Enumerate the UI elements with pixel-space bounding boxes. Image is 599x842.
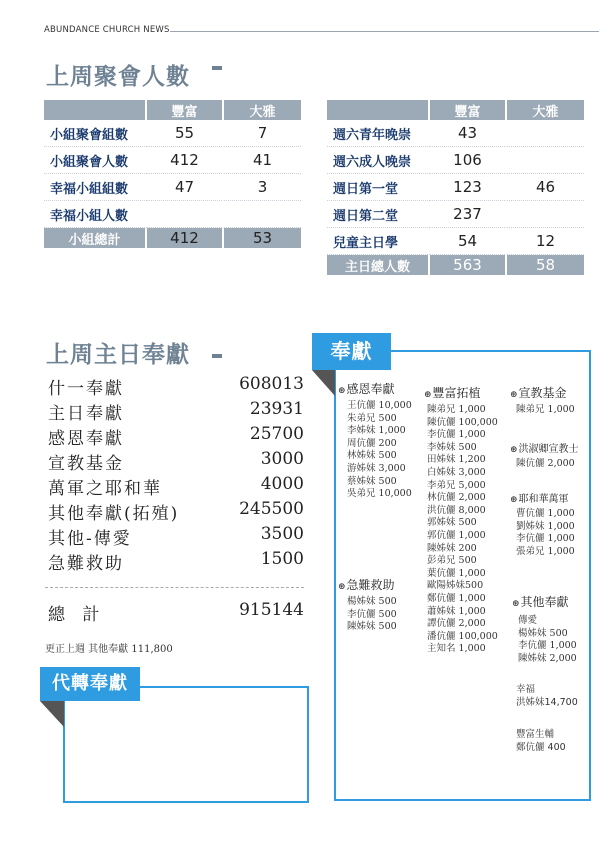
list-item: 李姊妹 500 xyxy=(427,441,477,453)
column-header: 豐富 xyxy=(147,100,224,120)
cell-value: 3 xyxy=(224,174,301,201)
offering-amount: 3000 xyxy=(260,449,304,469)
group-title-text: 洪淑卿宣教士 xyxy=(518,444,579,455)
offerings-title: 上周主日奉獻 xyxy=(46,342,190,368)
bullet-icon: ⊛ xyxy=(510,390,518,400)
list-item: 李伉儷 1,000 xyxy=(427,429,486,441)
list-item: 洪伉儷 8,000 xyxy=(427,504,486,516)
list-item: 陳姊妹 200 xyxy=(427,542,477,554)
list-item: 蕭姊妹 1,000 xyxy=(427,605,486,617)
group-title-text: 耶和華萬軍 xyxy=(518,494,569,505)
offering-name: 急難救助 xyxy=(48,554,124,574)
correction-note: 更正上週 其他奉獻 111,800 xyxy=(45,644,173,655)
total-row xyxy=(44,228,301,248)
list-item: 張弟兄 1,000 xyxy=(516,545,575,557)
offering-amount: 4000 xyxy=(260,474,304,494)
list-item: 譚伉儷 2,000 xyxy=(427,618,486,630)
list-item: 歐陽姊妹500 xyxy=(427,580,484,592)
list-item: 周伉儷 200 xyxy=(347,437,397,449)
offering-amount: 1500 xyxy=(260,549,304,569)
header-corner xyxy=(44,100,147,120)
offering-name: 萬軍之耶和華 xyxy=(48,479,162,499)
total-separator xyxy=(45,587,304,588)
group-title xyxy=(510,384,575,401)
list-item: 楊姊妹 500 xyxy=(518,627,568,639)
group-title-text: 急難救助 xyxy=(346,578,395,592)
list-item: 洪姊妹14,700 xyxy=(516,696,578,708)
expansion-group xyxy=(424,384,498,656)
total-label: 主日總人數 xyxy=(327,255,430,275)
list-item: 李伉儷 1,000 xyxy=(516,533,575,545)
abundant-group xyxy=(516,729,566,754)
list-item: 彭弟兄 500 xyxy=(427,555,477,567)
column-header: 豐富 xyxy=(430,100,507,120)
bullet-icon: ⊛ xyxy=(512,599,520,609)
list-item: 陳伉儷 2,000 xyxy=(516,458,575,469)
offering-row xyxy=(48,374,304,399)
list-item: 豐富生輔 xyxy=(516,729,555,740)
group-attendance-table xyxy=(44,100,301,248)
cell-value xyxy=(147,201,224,228)
total-label: 總 計 xyxy=(48,605,106,625)
row-label: 幸福小組人數 xyxy=(44,201,147,228)
group-title xyxy=(510,490,575,505)
cell-value xyxy=(224,201,301,228)
list-item: 鄭伉儷 400 xyxy=(516,741,566,753)
offering-name: 其他奉獻(拓殖) xyxy=(48,504,180,524)
list-item: 林姊妹 500 xyxy=(347,450,397,462)
group-title-text: 宣教基金 xyxy=(518,386,567,400)
table-row xyxy=(44,147,301,174)
offering-name: 感恩奉獻 xyxy=(48,429,124,449)
cell-value xyxy=(507,201,584,228)
cell-value: 46 xyxy=(507,174,584,201)
group-title xyxy=(424,384,498,401)
table-row xyxy=(44,201,301,228)
table-row xyxy=(327,147,584,174)
list-item: 林伉儷 2,000 xyxy=(427,492,486,504)
group-title xyxy=(510,440,579,455)
row-label: 週六成人晚崇 xyxy=(327,147,430,174)
header-rule xyxy=(170,31,599,32)
cell-value: 54 xyxy=(430,228,507,255)
other-offering-group xyxy=(512,593,577,665)
offering-name: 什一奉獻 xyxy=(48,379,124,399)
cell-value: 41 xyxy=(224,147,301,174)
mission-fund-group xyxy=(510,384,575,417)
cell-value: 47 xyxy=(147,174,224,201)
list-item: 陳姊妹 2,000 xyxy=(518,652,577,664)
cell-value xyxy=(507,120,584,147)
group-title-text: 感恩奉獻 xyxy=(346,382,395,396)
list-item: 李弟兄 5,000 xyxy=(427,479,486,491)
list-item: 田姊妹 1,200 xyxy=(427,454,486,466)
column-header: 大雅 xyxy=(224,100,301,120)
sunday-attendance-table xyxy=(327,100,584,275)
list-item: 劉姊妹 1,000 xyxy=(516,520,575,532)
tab-fold xyxy=(40,701,64,727)
list-item: 主知名 1,000 xyxy=(427,643,486,655)
table-row xyxy=(327,228,584,255)
cell-value: 412 xyxy=(147,147,224,174)
row-label: 小組聚會組數 xyxy=(44,120,147,147)
offering-amount: 608013 xyxy=(239,374,304,394)
list-item: 朱弟兄 500 xyxy=(347,412,397,424)
list-item: 陳姊妹 500 xyxy=(347,621,397,633)
cell-value: 12 xyxy=(507,228,584,255)
table-row xyxy=(327,201,584,228)
list-item: 潘伉儷 100,000 xyxy=(427,630,498,642)
offering-row xyxy=(48,424,304,449)
tab-fold xyxy=(312,370,335,396)
list-item: 陳弟兄 1,000 xyxy=(427,404,486,415)
offering-name: 其他-傳愛 xyxy=(48,529,132,549)
list-item: 王伉儷 10,000 xyxy=(347,400,412,411)
cell-value: 123 xyxy=(430,174,507,201)
cell-value xyxy=(507,147,584,174)
offering-row xyxy=(48,474,304,499)
emergency-group xyxy=(338,576,397,634)
list-item: 葉伉儷 1,000 xyxy=(427,567,486,579)
total-row xyxy=(327,255,584,275)
row-label: 兒童主日學 xyxy=(327,228,430,255)
list-item: 陳伉儷 100,000 xyxy=(427,416,498,428)
offering-row xyxy=(48,499,304,524)
table-header-row xyxy=(327,100,584,120)
total-value: 412 xyxy=(147,228,224,248)
bullet-icon: ⊛ xyxy=(510,445,518,455)
cell-value: 55 xyxy=(147,120,224,147)
bullet-icon: ⊛ xyxy=(510,495,518,505)
list-item: 郭伉儷 1,000 xyxy=(427,529,486,541)
thanks-offering-group xyxy=(338,380,412,501)
missionary-group xyxy=(510,440,579,471)
list-item: 鄭伉儷 1,000 xyxy=(427,592,486,604)
offering-amount: 245500 xyxy=(239,499,304,519)
offering-name: 宣教基金 xyxy=(48,454,124,474)
happiness-group xyxy=(516,684,578,709)
table-row xyxy=(327,174,584,201)
offering-detail-title: 奉獻 xyxy=(312,333,391,370)
list-item: 白姊妹 3,000 xyxy=(427,466,486,478)
title-marker xyxy=(212,66,222,70)
offering-amount: 25700 xyxy=(249,424,304,444)
title-marker xyxy=(212,354,222,358)
table-row xyxy=(44,120,301,147)
row-label: 小組聚會人數 xyxy=(44,147,147,174)
transfer-box xyxy=(63,686,309,803)
list-item: 幸福 xyxy=(516,684,536,695)
total-value: 563 xyxy=(430,255,507,275)
list-item: 游姊妹 3,000 xyxy=(347,462,406,474)
cell-value: 106 xyxy=(430,147,507,174)
list-item: 陳弟兄 1,000 xyxy=(516,404,575,415)
offering-name: 主日奉獻 xyxy=(48,404,124,424)
total-label: 小組總計 xyxy=(44,228,147,248)
list-item: 李伉儷 500 xyxy=(347,608,397,620)
list-item: 吳弟兄 10,000 xyxy=(347,488,412,500)
offering-total-row xyxy=(48,600,304,625)
cell-value: 237 xyxy=(430,201,507,228)
list-item: 曹伉儷 1,000 xyxy=(516,508,575,519)
group-title xyxy=(338,576,397,593)
bullet-icon: ⊛ xyxy=(338,386,346,396)
total-amount: 915144 xyxy=(239,600,304,620)
transfer-title: 代轉奉獻 xyxy=(40,667,140,701)
table-header-row xyxy=(44,100,301,120)
group-title-text: 其他奉獻 xyxy=(520,595,569,609)
list-item: 李姊妹 1,000 xyxy=(347,425,406,437)
cell-value: 7 xyxy=(224,120,301,147)
group-title xyxy=(338,380,412,397)
offering-amount: 3500 xyxy=(260,524,304,544)
list-item: 傳愛 xyxy=(518,615,538,626)
list-item: 蔡姊妹 500 xyxy=(347,475,397,487)
bullet-icon: ⊛ xyxy=(338,582,346,592)
offering-row xyxy=(48,524,304,549)
table-row xyxy=(327,120,584,147)
group-title-text: 豐富拓植 xyxy=(432,386,481,400)
total-value: 53 xyxy=(224,228,301,248)
attendance-title: 上周聚會人數 xyxy=(46,64,190,90)
offering-row xyxy=(48,399,304,424)
row-label: 幸福小組組數 xyxy=(44,174,147,201)
list-item: 李伉儷 1,000 xyxy=(518,640,577,652)
offering-amount: 23931 xyxy=(249,399,304,419)
row-label: 週日第二堂 xyxy=(327,201,430,228)
header-corner xyxy=(327,100,430,120)
cell-value: 43 xyxy=(430,120,507,147)
jehovah-group xyxy=(510,490,575,558)
list-item: 郭姊妹 500 xyxy=(427,517,477,529)
row-label: 週六青年晚崇 xyxy=(327,120,430,147)
offering-row xyxy=(48,449,304,474)
total-value: 58 xyxy=(507,255,584,275)
bullet-icon: ⊛ xyxy=(424,390,432,400)
newsletter-header: ABUNDANCE CHURCH NEWS xyxy=(44,25,170,35)
list-item: 楊姊妹 500 xyxy=(347,596,397,607)
group-title xyxy=(512,593,577,610)
offering-row xyxy=(48,549,304,574)
table-row xyxy=(44,174,301,201)
row-label: 週日第一堂 xyxy=(327,174,430,201)
column-header: 大雅 xyxy=(507,100,584,120)
